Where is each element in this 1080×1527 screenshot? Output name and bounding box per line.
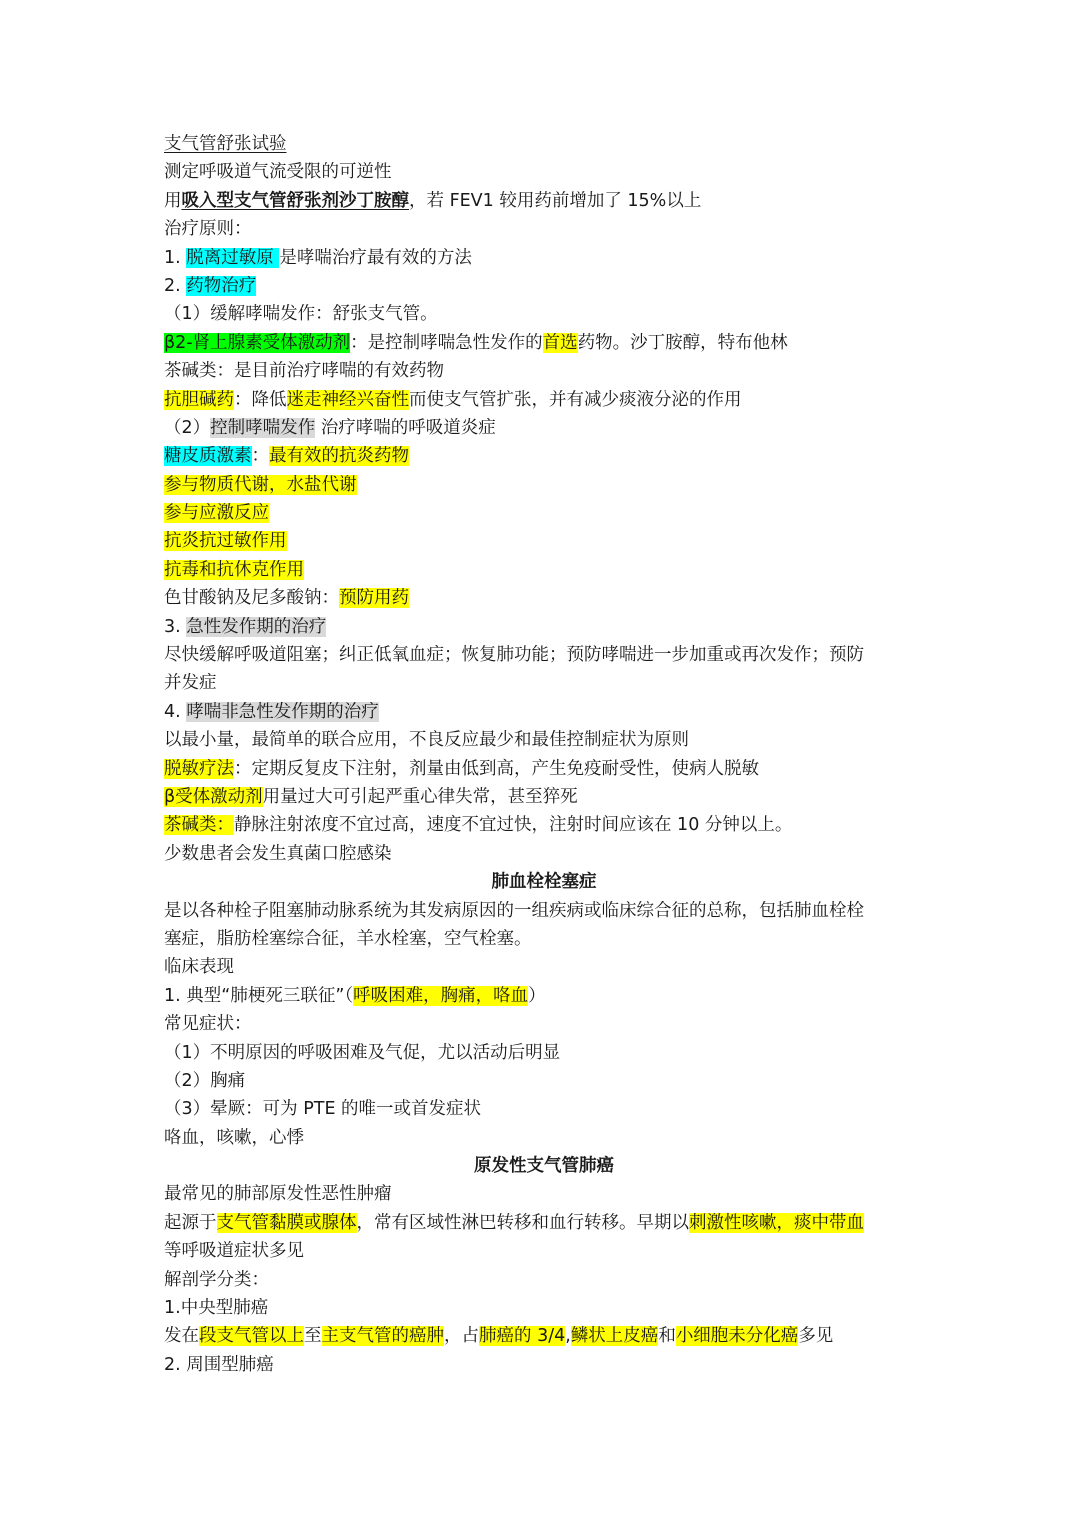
- highlighted-text: 抗胆碱药: [164, 389, 234, 410]
- text-run: 色甘酸钠及尼多酸钠：: [164, 588, 339, 609]
- text-run: ）: [528, 985, 546, 1006]
- text-run: 发在: [164, 1326, 199, 1347]
- text-line: [164, 130, 924, 158]
- highlighted-text: 段支气管以上: [199, 1326, 304, 1347]
- text-run: 临床表现: [164, 957, 234, 978]
- highlighted-text: 哮喘非急性发作期的治疗: [186, 701, 379, 722]
- text-run: ,: [565, 1326, 571, 1347]
- highlighted-text: 参与物质代谢，水盐代谢: [164, 474, 357, 495]
- text-run: ，常有区域性淋巴转移和血行转移。早期以: [356, 1212, 689, 1233]
- text-run: 治疗哮喘的呼吸道炎症: [315, 417, 496, 438]
- highlighted-text: 首选: [542, 332, 578, 353]
- text-run: 解剖学分类：: [164, 1269, 269, 1290]
- text-line: [164, 1067, 924, 1095]
- highlighted-text: 鳞状上皮癌: [570, 1326, 659, 1347]
- text-line: [164, 1209, 924, 1237]
- text-run: 原发性支气管肺癌: [474, 1156, 614, 1177]
- text-run: ，若 FEV1 较用药前增加了 15%以上: [409, 190, 702, 211]
- text-run: 常见症状：: [164, 1014, 252, 1035]
- document-body: [164, 130, 924, 1379]
- text-run: 并发症: [164, 673, 217, 694]
- text-run: 药物。沙丁胺醇，特布他林: [577, 332, 788, 353]
- highlighted-text: 参与应激反应: [164, 503, 269, 524]
- text-run: 1.: [164, 247, 187, 268]
- text-run: （2）: [164, 417, 211, 438]
- text-run: 2.: [164, 275, 187, 296]
- text-line: [164, 755, 924, 783]
- text-run: 测定呼吸道气流受限的可逆性: [164, 162, 392, 183]
- text-run: 等呼吸道症状多见: [164, 1241, 304, 1262]
- text-line: [164, 527, 924, 555]
- text-run: （2）胸痛: [164, 1070, 246, 1091]
- text-line: [164, 386, 924, 414]
- text-line: [164, 641, 924, 669]
- highlighted-text: 迷走神经兴奋性: [286, 389, 409, 410]
- text-run: 咯血，咳嗽，心悸: [164, 1127, 304, 1148]
- text-line: [164, 215, 924, 243]
- text-run: ：降低: [234, 389, 287, 410]
- highlighted-text: 预防用药: [339, 588, 409, 609]
- text-line: [164, 840, 924, 868]
- text-run: 2. 周围型肺癌: [164, 1354, 274, 1375]
- highlighted-text: 肺癌的 3/4: [479, 1326, 566, 1347]
- text-line: [164, 1010, 924, 1038]
- text-line: [164, 897, 924, 925]
- text-line: [164, 300, 924, 328]
- highlighted-text: 支气管黏膜或腺体: [216, 1212, 357, 1233]
- text-run: 和: [658, 1326, 676, 1347]
- text-run: 塞症，脂肪栓塞综合征，羊水栓塞，空气栓塞。: [164, 928, 532, 949]
- text-line: [164, 471, 924, 499]
- highlighted-text: 呼吸困难，胸痛，咯血: [353, 985, 529, 1006]
- text-line: [164, 811, 924, 839]
- section-heading: [164, 1152, 924, 1180]
- text-line: [164, 1237, 924, 1265]
- highlighted-text: 脱敏疗法: [164, 758, 234, 779]
- text-run: ：: [251, 446, 269, 467]
- highlighted-text: 药物治疗: [186, 275, 257, 296]
- text-run: 支气管舒张试验: [164, 134, 287, 154]
- text-run: 用量过大可引起严重心律失常，甚至猝死: [262, 786, 578, 807]
- text-run: ：定期反复皮下注射，剂量由低到高，产生免疫耐受性，使病人脱敏: [234, 758, 759, 779]
- text-line: [164, 1294, 924, 1322]
- text-line: [164, 982, 924, 1010]
- text-run: 尽快缓解呼吸道阻塞；纠正低氧血症；恢复肺功能；预防哮喘进一步加重或再次发作；预防: [164, 645, 864, 666]
- text-line: [164, 272, 924, 300]
- text-line: [164, 669, 924, 697]
- highlighted-text: 抗毒和抗休克作用: [164, 559, 304, 580]
- text-run: （3）晕厥：可为 PTE 的唯一或首发症状: [164, 1099, 482, 1120]
- highlighted-text: 小细胞未分化癌: [675, 1326, 799, 1347]
- highlighted-text: 脱离过敏原: [186, 247, 280, 268]
- text-run: 以最小量，最简单的联合应用，不良反应最少和最佳控制症状为原则: [164, 730, 689, 751]
- text-run: 4.: [164, 701, 187, 722]
- text-run: 最常见的肺部原发性恶性肿瘤: [164, 1184, 392, 1205]
- text-line: [164, 1124, 924, 1152]
- text-line: [164, 158, 924, 186]
- text-line: [164, 783, 924, 811]
- text-run: 1.中央型肺癌: [164, 1298, 269, 1319]
- text-line: [164, 357, 924, 385]
- text-run: 而使支气管扩张，并有减少痰液分泌的作用: [409, 389, 742, 410]
- text-line: [164, 556, 924, 584]
- text-run: 肺血栓栓塞症: [491, 872, 597, 893]
- text-line: [164, 1266, 924, 1294]
- text-line: [164, 953, 924, 981]
- text-line: [164, 1351, 924, 1379]
- highlighted-text: 急性发作期的治疗: [186, 616, 327, 637]
- highlighted-text: 糖皮质激素: [164, 446, 252, 467]
- text-line: [164, 1095, 924, 1123]
- text-line: [164, 1322, 924, 1350]
- text-run: 吸入型支气管舒张剂沙丁胺醇: [181, 190, 409, 211]
- text-run: 少数患者会发生真菌口腔感染: [164, 843, 392, 864]
- highlighted-text: 茶碱类：: [164, 815, 234, 836]
- text-line: [164, 329, 924, 357]
- text-run: 是以各种栓子阻塞肺动脉系统为其发病原因的一组疾病或临床综合征的总称，包括肺血栓栓: [164, 900, 864, 921]
- text-line: [164, 584, 924, 612]
- highlighted-text: 抗炎抗过敏作用: [164, 531, 287, 552]
- highlighted-text: 最有效的抗炎药物: [269, 446, 409, 467]
- text-run: 多见: [798, 1326, 834, 1347]
- section-heading: [164, 868, 924, 896]
- text-run: 3.: [164, 616, 187, 637]
- text-line: [164, 613, 924, 641]
- text-run: 至: [304, 1326, 322, 1347]
- text-run: ，占: [444, 1326, 479, 1347]
- text-line: [164, 1039, 924, 1067]
- text-line: [164, 698, 924, 726]
- highlighted-text: 刺激性咳嗽，痰中带血: [689, 1212, 864, 1233]
- text-line: [164, 442, 924, 470]
- text-run: 用: [164, 190, 182, 211]
- text-run: ：是控制哮喘急性发作的: [350, 332, 543, 353]
- text-run: 静脉注射浓度不宜过高，速度不宜过快，注射时间应该在 10 分钟以上。: [234, 815, 793, 836]
- highlighted-text: 控制哮喘发作: [210, 417, 316, 438]
- text-run: 是哮喘治疗最有效的方法: [279, 247, 472, 268]
- text-run: 1. 典型“肺梗死三联征”（: [164, 985, 354, 1006]
- text-line: [164, 925, 924, 953]
- text-run: 起源于: [164, 1212, 217, 1233]
- text-run: 茶碱类：是目前治疗哮喘的有效药物: [164, 361, 444, 382]
- text-line: [164, 726, 924, 754]
- text-run: （1）不明原因的呼吸困难及气促，尤以活动后明显: [164, 1042, 561, 1063]
- text-line: [164, 414, 924, 442]
- text-line: [164, 1180, 924, 1208]
- highlighted-text: β2-肾上腺素受体激动剂: [164, 332, 351, 353]
- highlighted-text: 主支气管的癌肿: [321, 1326, 444, 1347]
- text-line: [164, 244, 924, 272]
- text-line: [164, 499, 924, 527]
- text-run: （1）缓解哮喘发作：舒张支气管。: [164, 304, 438, 325]
- text-run: 治疗原则：: [164, 219, 252, 240]
- text-line: [164, 187, 924, 215]
- highlighted-text: β受体激动剂: [164, 786, 263, 807]
